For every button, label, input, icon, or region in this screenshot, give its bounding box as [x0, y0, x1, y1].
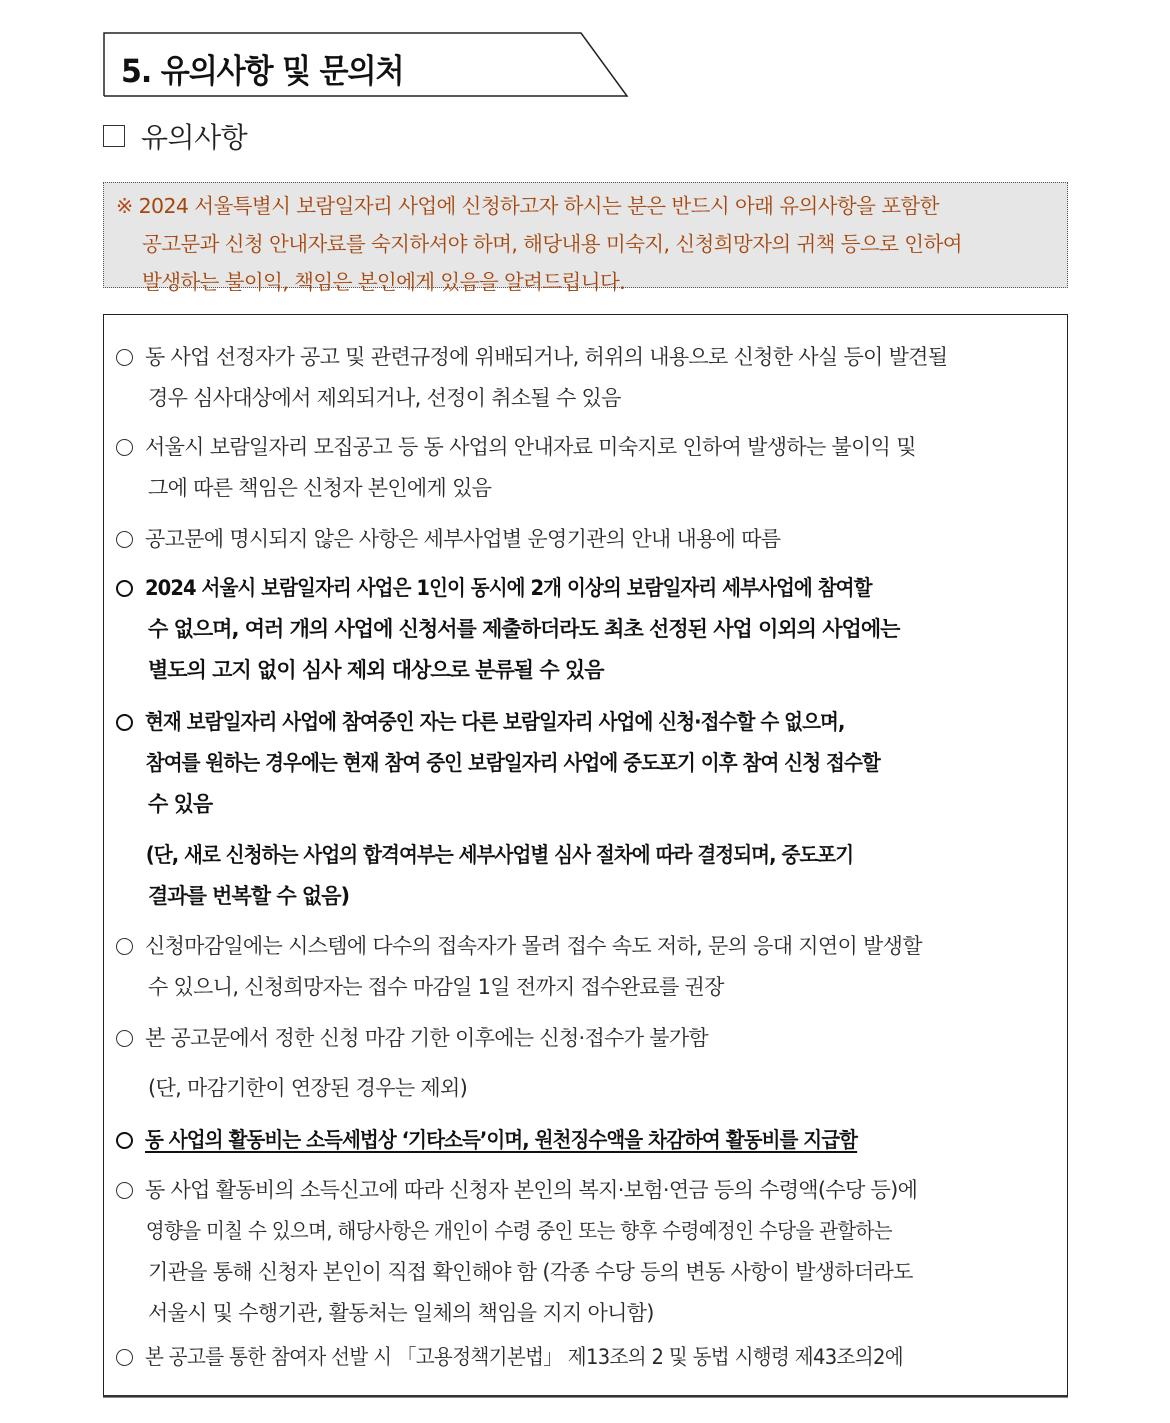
item-line: 참여를 원하는 경우에는 현재 참여 중인 보람일자리 사업에 중도포기 이후 참여 신청 접수할: [145, 751, 880, 775]
precaution-item-emphasized: [116, 1120, 1061, 1161]
item-text: 신청마감일에는 시스템에 다수의 접속자가 몰려 접수 속도 저하, 문의 응대 지연이 발생할: [145, 934, 922, 958]
precaution-item: [116, 337, 1061, 419]
section-title: 5. 유의사항 및 문의처: [121, 52, 404, 91]
item-line: 수 없으며, 여러 개의 사업에 신청서를 제출하더라도 최초 선정된 사업 이외의 사업에는: [148, 617, 900, 641]
item-line: [116, 427, 1061, 468]
notice-text: 2024 서울특별시 보람일자리 사업에 신청하고자 하시는 분은 반드시 아래 유의사항을 포함한: [138, 194, 939, 218]
notice-line: [116, 187, 1055, 225]
precaution-item-emphasized: [116, 702, 1061, 917]
circle-bullet-icon: [116, 580, 133, 597]
subheading: [103, 116, 247, 156]
item-line: [116, 1120, 1061, 1161]
precaution-item: [116, 1337, 1061, 1378]
item-text: 동 사업 활동비의 소득신고에 따라 신청자 본인의 복지·보험·연금 등의 수령액(수당 등)에: [145, 1178, 918, 1202]
subheading-label: 유의사항: [141, 121, 248, 154]
item-line: [116, 568, 1061, 609]
square-bullet-icon: [103, 125, 125, 147]
item-line: 별도의 고지 없이 심사 제외 대상으로 분류될 수 있음: [148, 658, 604, 682]
section-header: [103, 32, 627, 97]
item-line: 수 있음: [148, 792, 213, 816]
circle-bullet-icon: [116, 1182, 133, 1199]
item-line: [116, 1170, 1061, 1211]
item-text: 동 사업 선정자가 공고 및 관련규정에 위배되거나, 허위의 내용으로 신청한 사실 등이 발견될: [145, 345, 948, 369]
item-line: 영향을 미칠 수 있으며, 해당사항은 개인이 수령 중인 또는 향후 수령예정인 수당을 관할하는: [145, 1219, 892, 1243]
item-line: [116, 519, 1061, 560]
circle-bullet-icon: [116, 349, 133, 366]
precaution-item: [116, 519, 1061, 560]
item-line: 기관을 통해 신청자 본인이 직접 확인해야 함 (각종 수당 등의 변동 사항이 발생하더라도: [148, 1260, 913, 1284]
item-text: 서울시 보람일자리 모집공고 등 동 사업의 안내자료 미숙지로 인하여 발생하는 불이익 및: [145, 435, 916, 459]
item-text: 공고문에 명시되지 않은 사항은 세부사업별 운영기관의 안내 내용에 따름: [145, 527, 781, 551]
circle-bullet-icon: [116, 1349, 133, 1366]
reference-mark-icon: ※: [116, 194, 133, 218]
item-line: 경우 심사대상에서 제외되거나, 선정이 취소될 수 있음: [148, 386, 621, 410]
item-line: 수 있으니, 신청희망자는 접수 마감일 1일 전까지 접수완료를 권장: [148, 975, 724, 999]
item-text: 본 공고문에서 정한 신청 마감 기한 이후에는 신청·접수가 불가함: [145, 1026, 709, 1050]
item-line: [116, 1337, 1061, 1378]
notice-line: 공고문과 신청 안내자료를 숙지하셔야 하며, 해당내용 미숙지, 신청희망자의 귀책 등으로 인하여: [142, 232, 962, 256]
precaution-item: [116, 1018, 1061, 1109]
circle-bullet-icon: [116, 439, 133, 456]
item-text: 현재 보람일자리 사업에 참여중인 자는 다른 보람일자리 사업에 신청·접수할 수 없으며,: [145, 710, 845, 734]
precaution-item: [116, 427, 1061, 509]
circle-bullet-icon: [116, 1030, 133, 1047]
item-line: [116, 337, 1061, 378]
item-line: [116, 702, 1061, 743]
circle-bullet-icon: [116, 938, 133, 955]
item-line: [116, 926, 1061, 967]
notice-box: [103, 182, 1068, 294]
item-line: 서울시 및 수행기관, 활동처는 일체의 책임을 지지 아니함): [148, 1301, 654, 1325]
circle-bullet-icon: [116, 531, 133, 548]
item-note-line: (단, 마감기한이 연장된 경우는 제외): [148, 1076, 468, 1100]
item-line: [116, 1018, 1061, 1059]
notice-line: 발생하는 불이익, 책임은 본인에게 있음을 알려드립니다.: [142, 270, 626, 294]
circle-bullet-icon: [116, 714, 133, 731]
precautions-box: [103, 314, 1068, 1397]
item-text: 본 공고를 통한 참여자 선발 시 「고용정책기본법」 제13조의 2 및 동법 시행령 제43조의2에: [145, 1345, 903, 1369]
item-text-underlined: 동 사업의 활동비는 소득세법상 ‘기타소득’이며, 원천징수액을 차감하여 활동비를 지급함: [145, 1128, 858, 1152]
item-note-line: (단, 새로 신청하는 사업의 합격여부는 세부사업별 심사 절차에 따라 결정되며, 중도포기: [145, 843, 854, 867]
precaution-item: [116, 1170, 1061, 1334]
circle-bullet-icon: [116, 1132, 133, 1149]
precaution-item: [116, 926, 1061, 1008]
item-note-line: 결과를 번복할 수 없음): [148, 884, 350, 908]
precaution-item-emphasized: [116, 568, 1061, 691]
item-text: 2024 서울시 보람일자리 사업은 1인이 동시에 2개 이상의 보람일자리 세부사업에 참여할: [145, 576, 872, 600]
item-line: 그에 따른 책임은 신청자 본인에게 있음: [148, 476, 492, 500]
